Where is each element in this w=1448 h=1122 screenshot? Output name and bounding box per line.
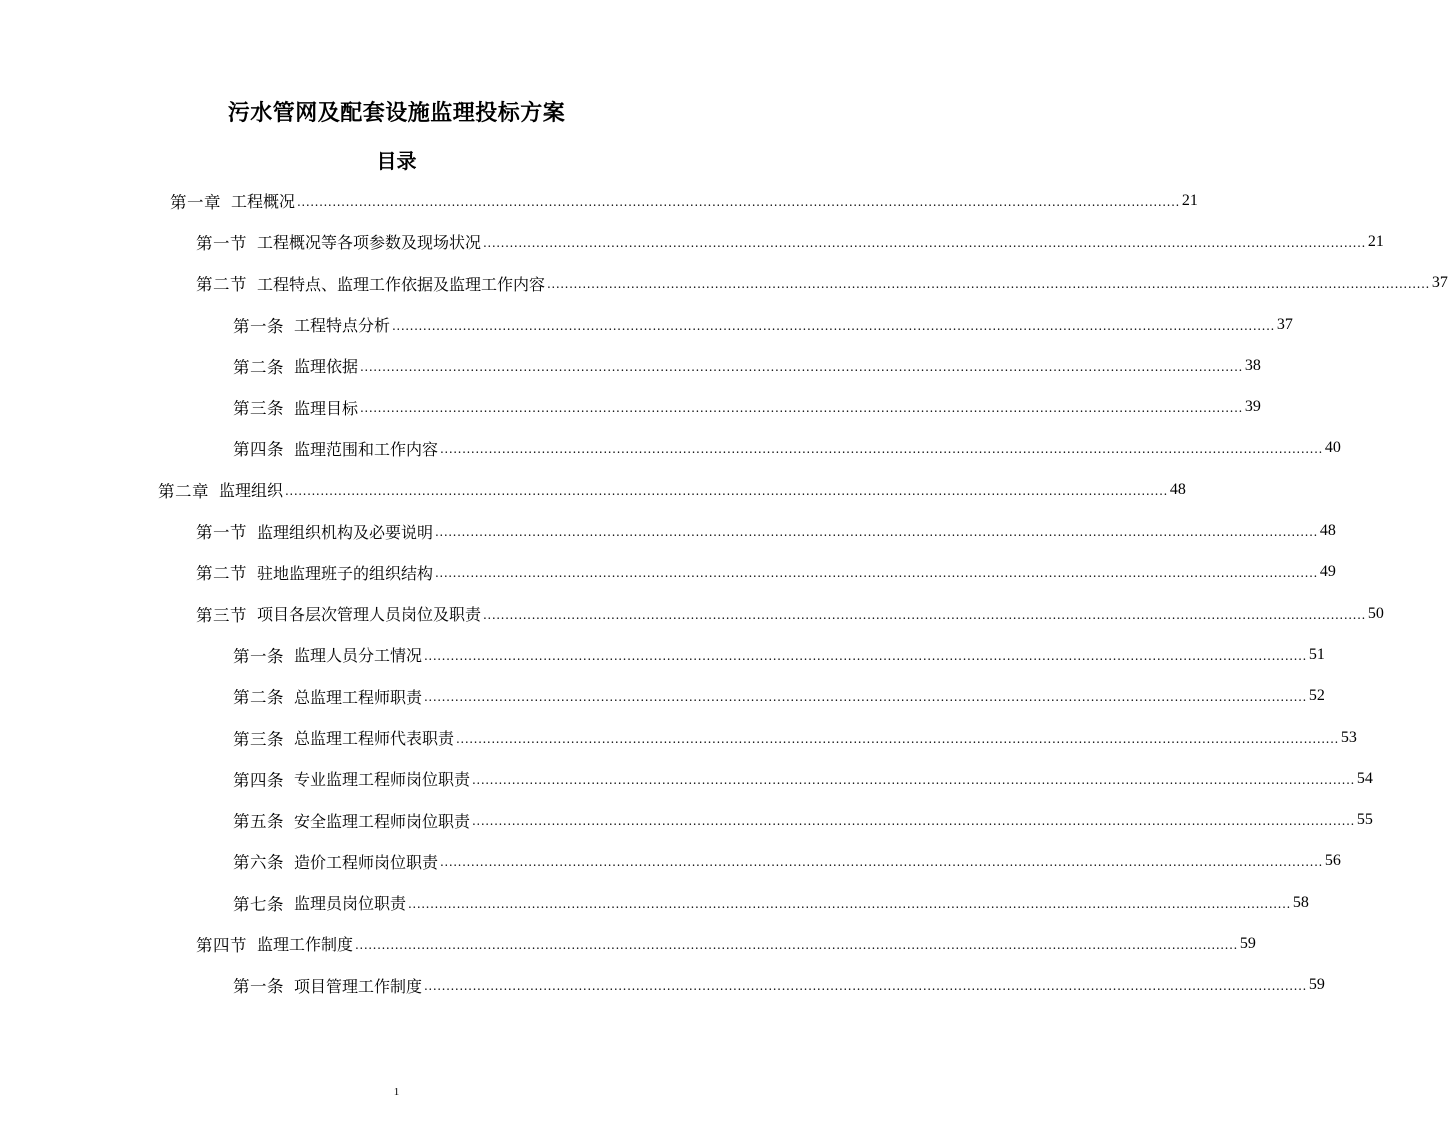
toc-entry-chapter[interactable] (0, 180, 1198, 221)
toc-entry-article[interactable] (0, 428, 1341, 469)
toc-entry-page: 53 (1340, 728, 1357, 746)
toc-entry-number: 第三节 (196, 605, 247, 625)
toc-entry-title: 监理目标 (294, 398, 359, 418)
toc-entry-number: 第二节 (196, 564, 247, 584)
toc-entry-article[interactable] (0, 345, 1261, 386)
toc-entry-page: 59 (1308, 976, 1325, 994)
toc-entry-title: 监理组织机构及必要说明 (257, 522, 434, 542)
toc-entry-number: 第二章 (158, 481, 209, 501)
toc-leader-dots: ........................................................................................................................................................................................................ (360, 359, 1243, 374)
toc-entry-number: 第一条 (233, 977, 284, 997)
toc-leader-dots: ........................................................................................................................................................................................................ (483, 607, 1366, 622)
toc-entry-page: 38 (1244, 356, 1261, 374)
toc-entry-page: 52 (1308, 687, 1325, 705)
toc-entry-number: 第四节 (196, 935, 247, 955)
toc-entry-page: 21 (1367, 232, 1384, 250)
toc-leader-dots: ........................................................................................................................................................................................................ (483, 235, 1366, 250)
toc-entry-section[interactable] (0, 923, 1256, 964)
toc-entry-article[interactable] (0, 304, 1293, 345)
toc-entry-page: 37 (1431, 274, 1448, 292)
toc-entry-number: 第二条 (233, 357, 284, 377)
toc-entry-section[interactable] (0, 510, 1336, 551)
toc-entry-section[interactable] (0, 221, 1384, 262)
toc-entry-number: 第一节 (196, 233, 247, 253)
toc-entry-title: 总监理工程师代表职责 (294, 729, 455, 748)
toc-entry-title: 监理依据 (294, 357, 359, 377)
toc-entry-article[interactable] (0, 676, 1325, 717)
toc-entry-page: 54 (1356, 769, 1373, 787)
toc-entry-section[interactable] (0, 263, 1448, 304)
toc-entry-article[interactable] (0, 717, 1357, 758)
toc-entry-article[interactable] (0, 386, 1261, 427)
toc-leader-dots: ........................................................................................................................................................................................................ (472, 772, 1355, 787)
toc-entry-number: 第四条 (233, 440, 284, 460)
toc-entry-article[interactable] (0, 758, 1373, 799)
toc-leader-dots: ........................................................................................................................................................................................................ (456, 731, 1339, 746)
toc-entry-number: 第一节 (196, 523, 247, 543)
toc-leader-dots: ........................................................................................................................................................................................................ (440, 442, 1323, 457)
toc-entry-title: 工程概况等各项参数及现场状况 (257, 233, 482, 253)
toc-leader-dots: ........................................................................................................................................................................................................ (547, 277, 1430, 292)
toc-entry-number: 第三条 (233, 399, 284, 419)
table-of-contents (0, 180, 1448, 1006)
toc-entry-number: 第六条 (233, 853, 284, 873)
toc-leader-dots: ........................................................................................................................................................................................................ (360, 401, 1243, 416)
toc-leader-dots: ........................................................................................................................................................................................................ (355, 937, 1238, 952)
toc-entry-title: 工程概况 (231, 192, 296, 212)
toc-entry-article[interactable] (0, 841, 1341, 882)
toc-leader-dots: ........................................................................................................................................................................................................ (435, 566, 1318, 581)
toc-entry-page: 21 (1181, 191, 1198, 209)
toc-entry-title: 总监理工程师职责 (294, 687, 423, 707)
toc-entry-page: 58 (1292, 893, 1309, 911)
toc-entry-page: 51 (1308, 645, 1325, 663)
toc-entry-page: 37 (1276, 315, 1293, 333)
toc-leader-dots: ........................................................................................................................................................................................................ (297, 194, 1180, 209)
toc-entry-page: 55 (1356, 811, 1373, 829)
toc-entry-title: 安全监理工程师岗位职责 (294, 811, 471, 831)
toc-entry-title: 监理组织 (219, 481, 284, 501)
toc-entry-page: 39 (1244, 398, 1261, 416)
toc-heading: 目录 (376, 149, 417, 173)
document-title: 污水管网及配套设施监理投标方案 (227, 101, 566, 126)
toc-leader-dots: ........................................................................................................................................................................................................ (440, 855, 1323, 870)
toc-entry-number: 第一条 (233, 316, 284, 336)
toc-entry-number: 第五条 (233, 812, 284, 832)
toc-entry-section[interactable] (0, 593, 1384, 634)
toc-entry-title: 监理员岗位职责 (294, 894, 407, 914)
toc-entry-number: 第三条 (233, 729, 284, 749)
page-number: 1 (393, 1086, 400, 1098)
toc-entry-number: 第一条 (233, 646, 284, 666)
toc-entry-title: 项目各层次管理人员岗位及职责 (257, 605, 482, 625)
toc-leader-dots: ........................................................................................................................................................................................................ (424, 979, 1307, 994)
toc-entry-page: 59 (1239, 934, 1256, 952)
toc-entry-page: 48 (1319, 522, 1336, 540)
toc-entry-title: 项目管理工作制度 (294, 976, 423, 996)
toc-leader-dots: ........................................................................................................................................................................................................ (435, 525, 1318, 540)
toc-entry-article[interactable] (0, 882, 1309, 923)
toc-leader-dots: ........................................................................................................................................................................................................ (285, 483, 1168, 498)
toc-entry-number: 第一章 (170, 192, 221, 212)
toc-entry-page: 48 (1169, 480, 1186, 498)
toc-leader-dots: ........................................................................................................................................................................................................ (392, 318, 1275, 333)
toc-entry-title: 专业监理工程师岗位职责 (294, 770, 471, 790)
toc-entry-number: 第二节 (196, 275, 247, 295)
toc-entry-title: 驻地监理班子的组织结构 (257, 563, 434, 583)
toc-entry-title: 监理范围和工作内容 (294, 439, 439, 459)
toc-entry-title: 工程特点、监理工作依据及监理工作内容 (257, 274, 546, 294)
toc-entry-number: 第二条 (233, 688, 284, 708)
toc-leader-dots: ........................................................................................................................................................................................................ (472, 814, 1355, 829)
toc-leader-dots: ........................................................................................................................................................................................................ (424, 690, 1307, 705)
toc-entry-page: 50 (1367, 604, 1384, 622)
toc-entry-title: 监理工作制度 (257, 935, 354, 955)
toc-entry-chapter[interactable] (0, 469, 1186, 510)
toc-entry-page: 56 (1324, 852, 1341, 870)
toc-entry-section[interactable] (0, 552, 1336, 593)
toc-entry-article[interactable] (0, 799, 1373, 840)
toc-entry-page: 49 (1319, 563, 1336, 581)
toc-entry-title: 造价工程师岗位职责 (294, 852, 439, 872)
toc-entry-number: 第四条 (233, 770, 284, 790)
toc-leader-dots: ........................................................................................................................................................................................................ (424, 648, 1307, 663)
toc-entry-number: 第七条 (233, 894, 284, 914)
toc-leader-dots: ........................................................................................................................................................................................................ (408, 896, 1291, 911)
toc-entry-title: 监理人员分工情况 (294, 646, 423, 666)
toc-entry-article[interactable] (0, 965, 1325, 1006)
toc-entry-article[interactable] (0, 634, 1325, 675)
toc-entry-title: 工程特点分析 (294, 316, 391, 336)
toc-entry-page: 40 (1324, 439, 1341, 457)
